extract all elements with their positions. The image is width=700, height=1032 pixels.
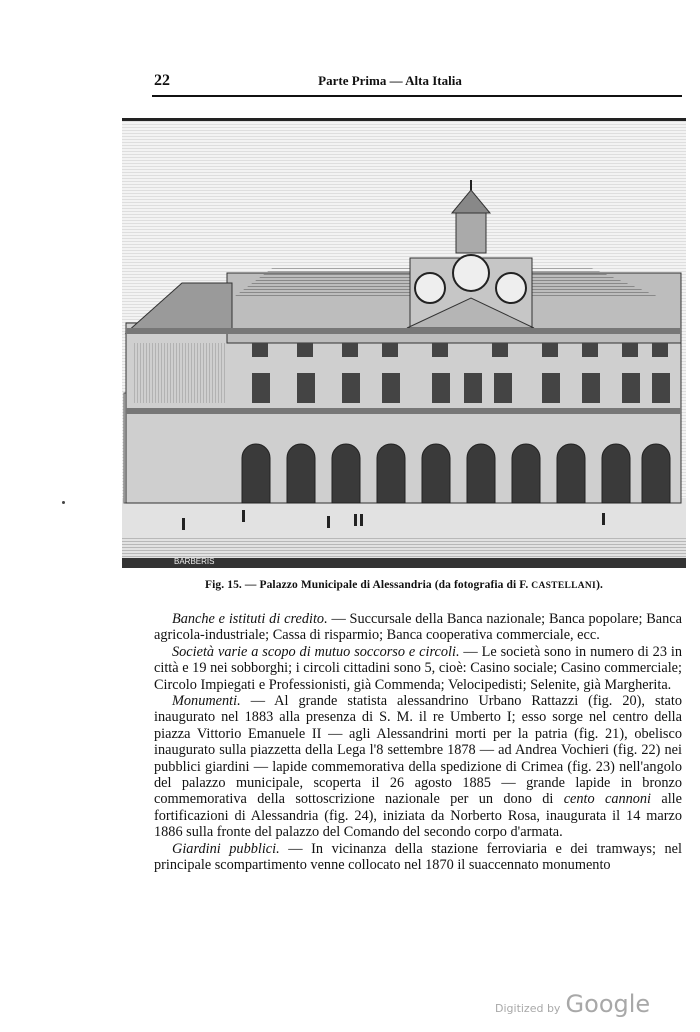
caption-photographer: CASTELLANI [531, 581, 597, 591]
watermark-prefix: Digitized by [495, 1002, 561, 1015]
caption-suffix: ). [596, 579, 603, 591]
paragraph-text: — In vicinanza della stazione ferroviaria e dei tramways; nel principale scompartimento venne collocato nel 1870 il suaccennato monumento [154, 840, 682, 874]
paragraph-title: Monumenti. [172, 693, 241, 710]
paragraph-emphasis: cento cannoni [563, 791, 652, 808]
digitized-watermark [495, 990, 650, 1018]
paragraph-giardini [154, 841, 682, 874]
paragraph-monumenti [154, 693, 682, 841]
paragraph-text: — Succursale della Banca nazionale; Banca popolare; Banca agricola-industriale; Cassa di risparmio; Banca cooperativa commerciale, ecc. [154, 611, 682, 644]
paragraph-text: — Al grande statista alessandrino Urbano Rattazzi (fig. 20), stato inaugurato nel 1883 alla presenza di S. M. il re Umberto I; esso sorge nel centro della piazza Vittorio Emanuele II — agli Alessandrini morti per la patria (fig. 21), obelisco inaugurato sulla piazzetta della Lega l'8 settembre 1878 — ad Andrea Vochieri (fig. 22) nei pubblici giardini — lapide commemorativa della spedizione di Crimea (fig. 23) nell'angolo del palazzo municipale, scoperta il 26 agosto 1885 — grande lapide in bronzo commemorativa della sottoscrizione nazionale per un dono di [154, 693, 682, 808]
running-header: Parte Prima — Alta Italia [318, 73, 462, 88]
paragraph-societa [154, 644, 682, 693]
body-text [154, 611, 682, 874]
paragraph-title: Banche e istituti di credito. [172, 611, 328, 627]
margin-mark [62, 501, 65, 504]
paragraph-title: Giardini pubblici. [172, 840, 280, 857]
paragraph-text: — Le società sono in numero di 23 in città e 19 nei sobborghi; i circoli cittadini sono 5, cioè: Casino sociale; Casino commerciale; Circolo Impiegati e Professionisti, già Commenda; Velocipedisti; Selenite, già Margherita. [154, 643, 682, 693]
paragraph-banche [154, 611, 682, 644]
header-rule [152, 95, 682, 97]
caption-prefix: Fig. 15. — Palazzo Municipale di Alessandria (da fotografia di F. [205, 579, 532, 591]
paragraph-text: alle fortificazioni di Alessandria (fig. 24), iniziata da Norberto Rosa, inaugurata il 14 marzo 1886 sulla fronte del palazzo del Comando del secondo corpo d'armata. [154, 791, 682, 841]
page-number: 22 [154, 72, 170, 89]
artist-signature: BARBERIS [174, 557, 215, 566]
figure-caption [122, 579, 686, 591]
palazzo-engraving [122, 118, 686, 568]
paragraph-title: Società varie a scopo di mutuo soccorso e circoli. [172, 643, 460, 660]
google-logo: Google [565, 990, 651, 1018]
